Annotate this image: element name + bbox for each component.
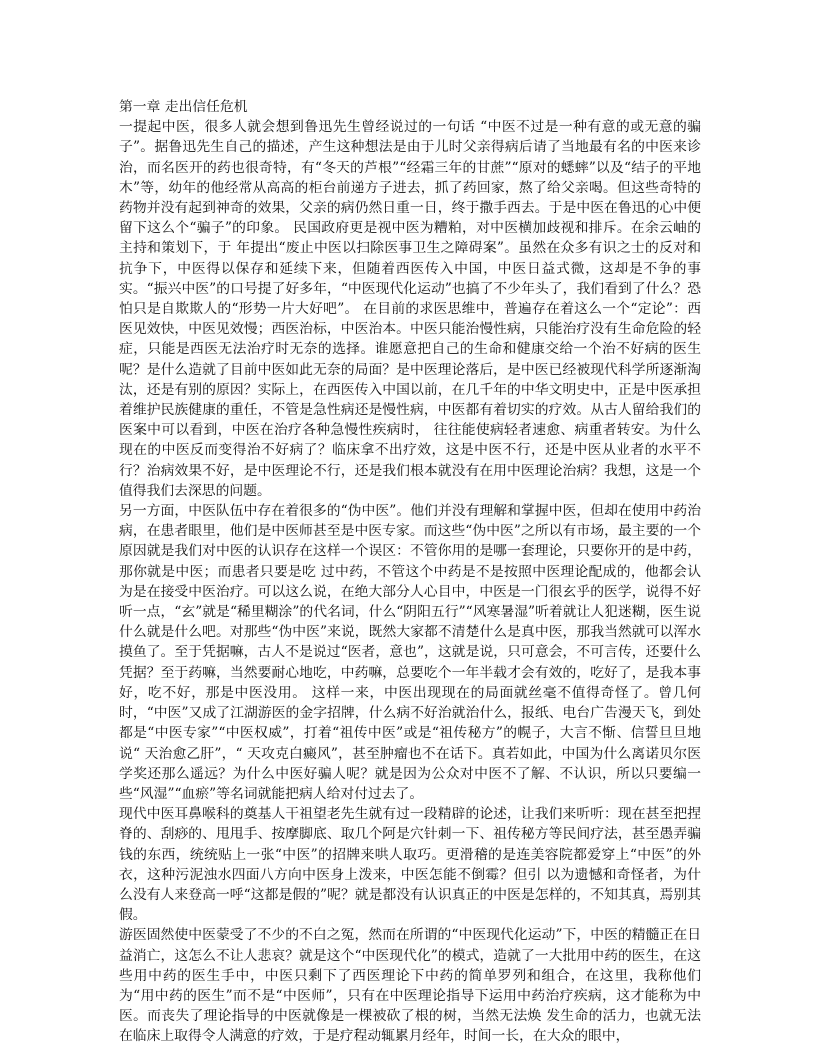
body-paragraph: 游医固然使中医蒙受了不少的不白之冤，然而在所谓的“中医现代化运动”下，中医的精髓正在日益消亡，这怎么不让人悲哀？就是这个“中医现代化”的模式，造就了一大批用中药的医生，在这些用中药的医生手中，中医只剩下了西医理论下中药的简单罗列和组合，在这里，我称他们为“用中药的医生”而不是“中医师”，只有在中医理论指导下运用中药治疗疾病，这才能称为中医。而丧失了理论指导的中医就像是一棵被砍了根的树，当然无法焕 发生命的活力，也就无法在临床上取得令人满意的疗效，于是疗程动辄累月经年，时间一长，在大众的眼中， xyxy=(119,927,701,1045)
body-paragraph: 一提起中医，很多人就会想到鲁迅先生曾经说过的一句话 “中医不过是一种有意的或无意的骗子”。据鲁迅先生自己的描述，产生这种想法是由于儿时父亲得病后请了当地最有名的中医来诊治，而名医开的药也很奇特，有“冬天的芦根”“经霜三年的甘蔗”“原对的蟋蟀”以及“结子的平地木”等，幼年的他经常从高高的柜台前递方子进去，抓了药回家，熬了给父亲喝。但这些奇特的药物并没有起到神奇的效果，父亲的病仍然日重一日，终于撒手西去。于是中医在鲁迅的心中便留下这么个“骗子”的印象。 民国政府更是视中医为糟粕，对中医横加歧视和排斥。在余云岫的主持和策划下，于 年提出“废止中医以扫除医事卫生之障碍案”。虽然在众多有识之士的反对和抗争下，中医得以保存和延续下来，但随着西医传入中国，中医日益式微，这却是不争的事实。“振兴中医”的口号提了好多年，“中医现代化运动”也搞了不少年头了，我们看到了什么？恐怕只是自欺欺人的“形势一片大好吧”。 在目前的求医思维中，普遍存在着这么一个“定论”：西医见效快，中医见效慢；西医治标，中医治本。中医只能治慢性病，只能治疗没有生命危险的轻症，只能是西医无法治疗时无奈的选择。谁愿意把自己的生命和健康交给一个治不好病的医生呢？是什么造就了目前中医如此无奈的局面？是中医理论落后，是中医已经被现代科学所逐渐淘汰，还是有别的原因？实际上，在西医传入中国以前，在几千年的中华文明史中，正是中医承担着维护民族健康的重任，不管是急性病还是慢性病，中医都有着切实的疗效。从古人留给我们的医案中可以看到，中医在治疗各种急慢性疾病时， 往往能使病轻者速愈、病重者转安。为什么现在的中医反而变得治不好病了？临床拿不出疗效，这是中医不行，还是中医从业者的水平不行？治病效果不好，是中医理论不行，还是我们根本就没有在用中医理论治病？我想，这是一个值得我们去深思的问题。 xyxy=(119,119,701,499)
body-paragraph: 现代中医耳鼻喉科的奠基人干祖望老先生就有过一段精辟的论述，让我们来听听：现在甚至把捏脊的、刮痧的、甩甩手、按摩脚底、取几个阿是穴针刺一下、祖传秘方等民间疗法，甚至愚弄骗钱的东西，统统贴上一张“中医”的招牌来哄人取巧。更滑稽的是连美容院都爱穿上“中医”的外衣，这种污泥浊水四面八方向中医身上泼来，中医怎能不倒霉？但引 以为遗憾和奇怪者，为什么没有人来登高一呼“这都是假的”呢？就是都没有认识真正的中医是怎样的，不知其真，焉别其假。 xyxy=(119,806,701,924)
body-paragraph: 另一方面，中医队伍中存在着很多的“伪中医”。他们并没有理解和掌握中医，但却在使用中药治病，在患者眼里，他们是中医师甚至是中医专家。而这些“伪中医”之所以有市场，最主要的一个原因就是我们对中医的认识存在这样一个误区：不管你用的是哪一套理论，只要你开的是中药，那你就是中医；而患者只要是吃 过中药，不管这个中药是不是按照中医理论配成的，他都会认为是在接受中医治疗。可以这么说，在绝大部分人心目中，中医是一门很玄乎的医学，说得不好听一点，“玄”就是“稀里糊涂”的代名词，什么“阴阳五行”“风寒暑湿”听着就让人犯迷糊，医生说什么就是什么吧。对那些“伪中医”来说，既然大家都不清楚什么是真中医，那我当然就可以浑水摸鱼了。至于凭据嘛，古人不是说过“医者，意也”，这就是说，只可意会，不可言传，还要什么凭据？至于药嘛，当然要耐心地吃，中药嘛，总要吃个一年半载才会有效的，吃好了，是我本事好，吃不好，那是中医没用。 这样一来，中医出现现在的局面就丝毫不值得奇怪了。曾几何时，“中医”又成了江湖游医的金字招牌，什么病不好治就治什么，报纸、电台广告漫天飞，到处都是“中医专家”“中医权威”，打着“祖传中医”或是“祖传秘方”的幌子，大言不惭、信誓旦旦地说“ 天治愈乙肝”，“ 天攻克白癜风”，甚至肿瘤也不在话下。真若如此，中国为什么离诺贝尔医学奖还那么遥远？为什么中医好骗人呢？就是因为公众对中医不了解、不认识，所以只要编一些“风湿”“血瘀”等名词就能把病人给对付过去了。 xyxy=(119,503,701,802)
chapter-title: 第一章 走出信任危机 xyxy=(119,99,248,115)
document-page xyxy=(119,97,701,1047)
